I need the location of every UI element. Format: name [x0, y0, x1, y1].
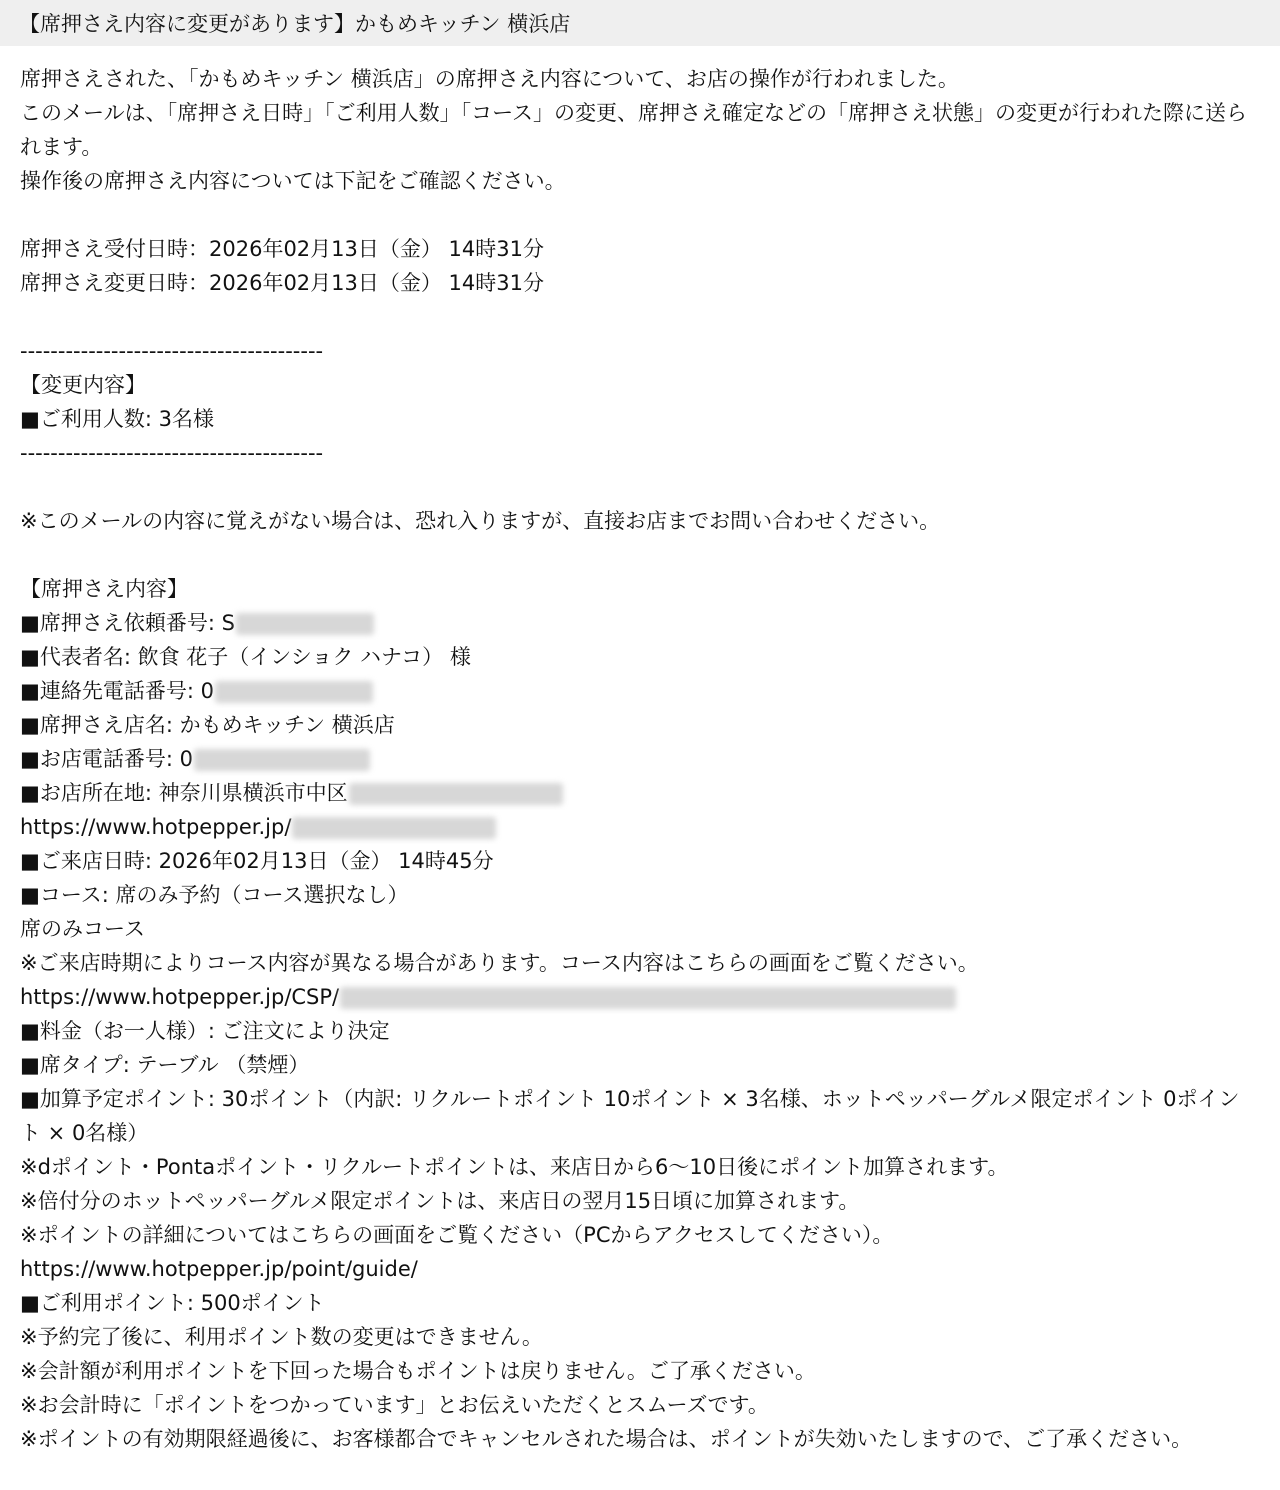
- course-name: 席のみコース: [20, 917, 145, 941]
- points-url-link[interactable]: [20, 1252, 1258, 1286]
- points-used: ■ご利用ポイント: 500ポイント: [20, 1291, 325, 1315]
- request-number: [20, 606, 1258, 640]
- changes-heading: 【変更内容】: [20, 373, 146, 397]
- course: ■コース: 席のみ予約（コース選択なし）: [20, 883, 409, 907]
- store-address: [20, 776, 1258, 810]
- points-added: ■加算予定ポイント: 30ポイント（内訳: リクルートポイント 10ポイント × 3名様、ホットペッパーグルメ限定ポイント 0ポイント × 0名様）: [20, 1087, 1240, 1145]
- store-url-text[interactable]: https://www.hotpepper.jp/: [20, 815, 292, 839]
- store-name: ■席押さえ店名: かもめキッチン 横浜店: [20, 713, 395, 737]
- redacted-contact-phone: [215, 681, 373, 703]
- course-url-link[interactable]: [20, 980, 1258, 1014]
- course-note: ※ご来店時期によりコース内容が異なる場合があります。コース内容はこちらの画面をご覧ください。: [20, 951, 979, 975]
- request-number-label: ■席押さえ依頼番号: S: [20, 611, 235, 635]
- received-datetime: 席押さえ受付日時：2026年02月13日（金） 14時31分: [20, 237, 545, 261]
- changed-datetime: 席押さえ変更日時：2026年02月13日（金） 14時31分: [20, 271, 545, 295]
- contact-phone: [20, 674, 1258, 708]
- used-note-1: ※予約完了後に、利用ポイント数の変更はできません。: [20, 1325, 543, 1349]
- seat-type: ■席タイプ: テーブル （禁煙）: [20, 1053, 310, 1077]
- price: ■料金（お一人様）: ご注文により決定: [20, 1019, 390, 1043]
- intro-line-3: 操作後の席押さえ内容については下記をご確認ください。: [20, 169, 566, 193]
- store-address-label: ■お店所在地: 神奈川県横浜市中区: [20, 781, 348, 805]
- points-note-3: ※ポイントの詳細についてはこちらの画面をご覧ください（PCからアクセスしてください）。: [20, 1223, 894, 1247]
- contact-phone-label: ■連絡先電話番号: 0: [20, 679, 214, 703]
- email-subject-text: 【席押さえ内容に変更があります】かもめキッチン 横浜店: [19, 12, 571, 36]
- visit-datetime: ■ご来店日時: 2026年02月13日（金） 14時45分: [20, 849, 494, 873]
- divider: ----------------------------------------: [20, 339, 324, 363]
- notice-text: ※このメールの内容に覚えがない場合は、恐れ入りますが、直接お店までお問い合わせください。: [20, 509, 941, 533]
- email-subject: [0, 0, 1280, 46]
- redacted-request-number: [236, 613, 374, 635]
- points-url-text[interactable]: https://www.hotpepper.jp/point/guide/: [20, 1257, 418, 1281]
- used-note-4: ※ポイントの有効期限経過後に、お客様都合でキャンセルされた場合は、ポイントが失効いたしますので、ご了承ください。: [20, 1427, 1193, 1451]
- store-url-link[interactable]: [20, 810, 1258, 844]
- intro-line-1: 席押さえされた、「かもめキッチン 横浜店」の席押さえ内容について、お店の操作が行われました。: [20, 67, 959, 91]
- details-heading: 【席押さえ内容】: [20, 577, 188, 601]
- used-note-3: ※お会計時に「ポイントをつかっています」とお伝えいただくとスムーズです。: [20, 1393, 769, 1417]
- course-url-text[interactable]: https://www.hotpepper.jp/CSP/: [20, 985, 340, 1009]
- redacted-store-url: [292, 817, 496, 839]
- redacted-course-url: [340, 987, 956, 1009]
- store-phone: [20, 742, 1258, 776]
- intro-line-2: このメールは、「席押さえ日時」「ご利用人数」「コース」の変更、席押さえ確定などの「席押さえ状態」の変更が行われた際に送られます。: [20, 101, 1248, 159]
- representative-name: ■代表者名: 飲食 花子（インショク ハナコ） 様: [20, 645, 471, 669]
- used-note-2: ※会計額が利用ポイントを下回った場合もポイントは戻りません。ご了承ください。: [20, 1359, 816, 1383]
- store-phone-label: ■お店電話番号: 0: [20, 747, 193, 771]
- divider: ----------------------------------------: [20, 441, 324, 465]
- changes-people: ■ご利用人数: 3名様: [20, 407, 214, 431]
- points-note-2: ※倍付分のホットペッパーグルメ限定ポイントは、来店日の翌月15日頃に加算されます。: [20, 1189, 860, 1213]
- email-body: [0, 46, 1258, 1456]
- points-note-1: ※dポイント・Pontaポイント・リクルートポイントは、来店日から6～10日後にポイント加算されます。: [20, 1155, 1009, 1179]
- redacted-store-address: [349, 783, 563, 805]
- redacted-store-phone: [194, 749, 370, 771]
